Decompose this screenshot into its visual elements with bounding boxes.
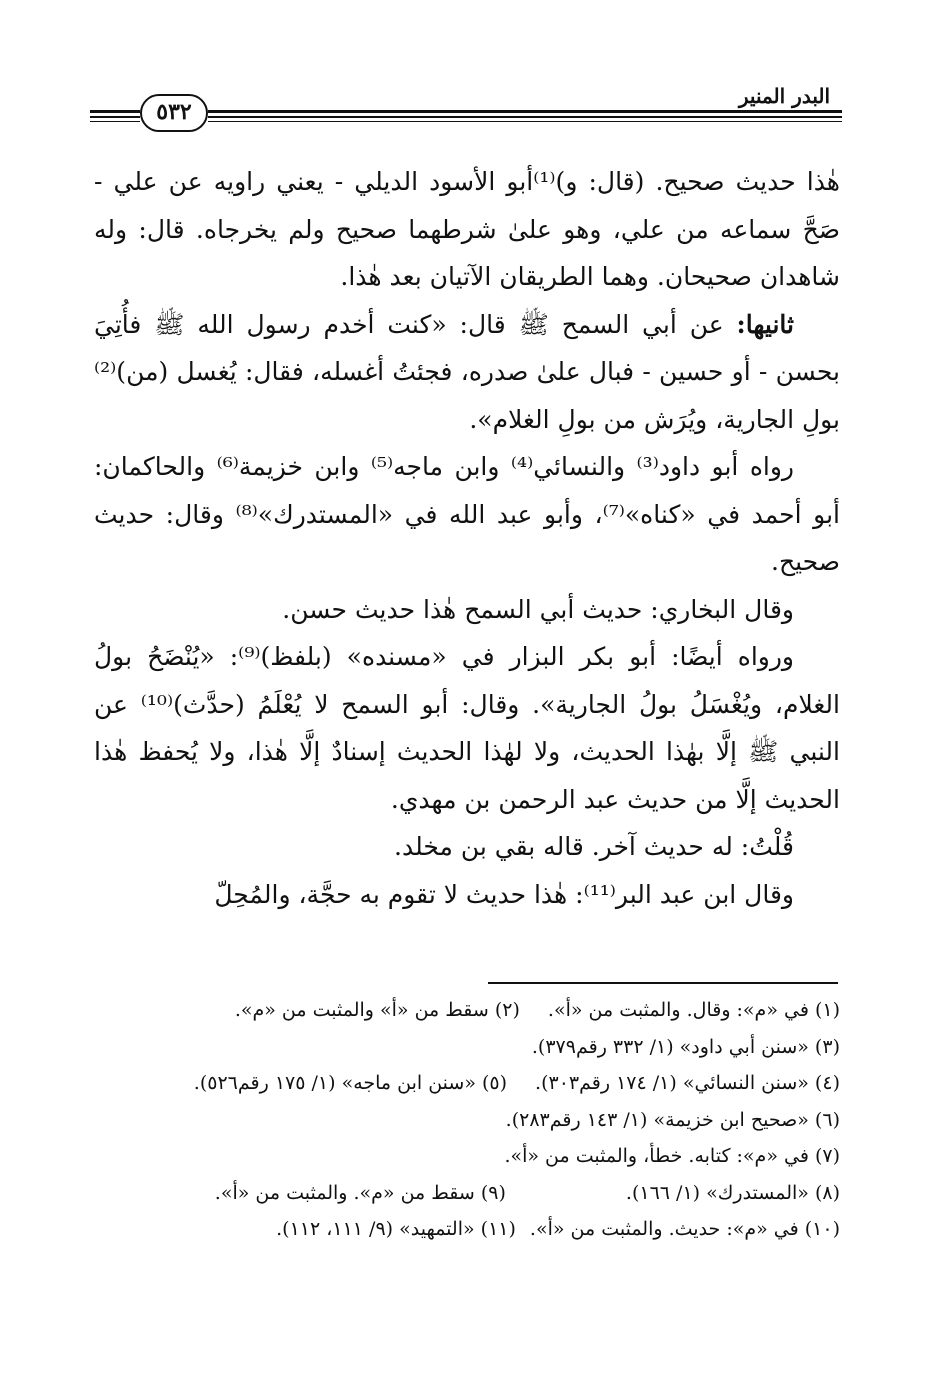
footnote-row [96,1029,840,1066]
footnote-6: (٦) «صحيح ابن خزيمة» (١/ ١٤٣ رقم٢٨٣). [505,1108,840,1131]
paragraph-2-label: ثانيها: [736,309,794,339]
footnote-8: (٨) «المستدرك» (١/ ١٦٦). [625,1181,840,1204]
paragraph-2-text: عن أبي السمح ﷺ قال: «كنت أخدم رسول الله ﷺ فأُتِيَ بحسن - أو حسين - فبال علىٰ صدره، فجئتُ أغسله، فقال: يُغسل (من)⁽²⁾ بولِ الجارية، ويُرَش من بولِ الغلام». [94,309,840,434]
footnote-row [96,1065,840,1102]
page-number: ٥٣٢ [140,94,208,132]
page-header [90,84,842,138]
paragraph-4: وقال البخاري: حديث أبي السمح هٰذا حديث حسن. [282,594,794,624]
header-rule-left [90,110,140,122]
paragraph-5: ورواه أيضًا: أبو بكر البزار في «مسنده» (بلفظ)⁽⁹⁾: «يُنْضَحُ بولُ الغلام، ويُغْسَلُ بولُ الجارية». وقال: أبو السمح لا يُعْلَمُ (حدَّث)⁽¹⁰⁾ عن النبي ﷺ إلَّا بهٰذا الحديث، ولا لهٰذا الحديث إسنادٌ إلَّا هٰذا، ولا يُحفظ هٰذا الحديث إلَّا من حديث عبد الرحمن بن مهدي. [94,642,840,814]
footnote-2: (٢) سقط من «أ» والمثبت من «م». [234,999,520,1021]
footnote-4: (٤) «سنن النسائي» (١/ ١٧٤ رقم٣٠٣). [535,1072,840,1094]
paragraph-2 [94,301,840,444]
footnote-11: (١١) «التمهيد» (٩/ ١١١، ١١٢). [276,1218,516,1240]
footnote-row [96,1102,840,1139]
footnote-7: (٧) في «م»: كتابه. خطأ، والمثبت من «أ». [504,1145,840,1167]
footnote-divider [488,982,838,984]
paragraph-7: وقال ابن عبد البر⁽¹¹⁾: هٰذا حديث لا تقوم به حجَّة، والمُحِلّ [214,879,794,909]
footnote-1: (١) في «م»: وقال. والمثبت من «أ». [547,999,840,1021]
paragraph-3: رواه أبو داود⁽³⁾ والنسائي⁽⁴⁾ وابن ماجه⁽⁵⁾ وابن خزيمة⁽⁶⁾ والحاكمان: أبو أحمد في «كناه»⁽⁷⁾، وأبو عبد الله في «المستدرك»⁽⁸⁾ وقال: حديث صحيح. [94,452,840,576]
footnote-5: (٥) «سنن ابن ماجه» (١/ ١٧٥ رقم٥٢٦). [193,1072,508,1094]
footnotes [96,992,840,1248]
header-rule-right [208,110,842,122]
main-text [94,158,840,918]
footnote-row [96,1175,840,1212]
footnote-row [96,1138,840,1175]
footnote-9: (٩) سقط من «م». والمثبت من «أ». [214,1181,506,1204]
footnote-3: (٣) «سنن أبي داود» (١/ ٣٣٢ رقم٣٧٩). [531,1035,840,1058]
running-title: البدر المنير [735,84,834,108]
paragraph-6: قُلْتُ: له حديث آخر. قاله بقي بن مخلد. [394,832,794,861]
footnote-10: (١٠) في «م»: حديث. والمثبت من «أ». [529,1218,840,1240]
footnote-row [96,992,840,1029]
footnote-row [96,1211,840,1248]
paragraph-1: هٰذا حديث صحيح. (قال: و)⁽¹⁾أبو الأسود الديلي - يعني راويه عن علي - صَحَّ سماعه من علي، وهو علىٰ شرطهما صحيح ولم يخرجاه. قال: وله شاهدان صحيحان. وهما الطريقان الآتيان بعد هٰذا. [94,167,840,291]
